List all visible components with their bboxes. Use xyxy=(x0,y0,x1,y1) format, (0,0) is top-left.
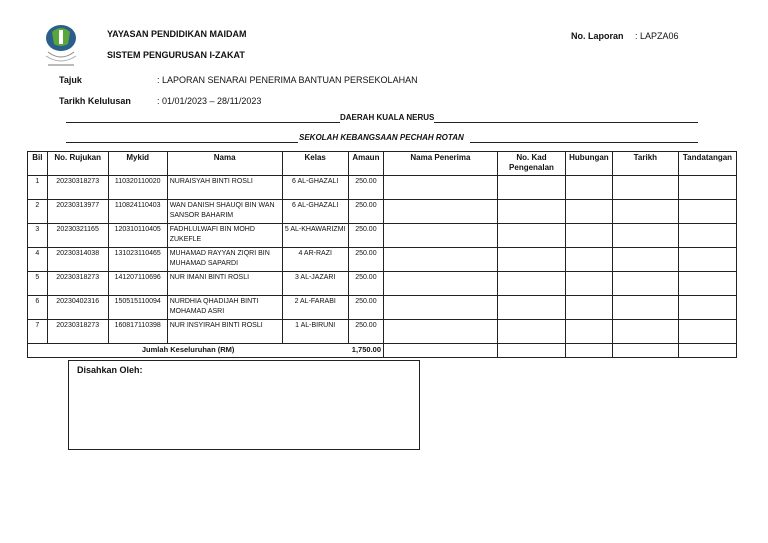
date-value: : 01/01/2023 – 28/11/2023 xyxy=(157,96,262,106)
title-label: Tajuk xyxy=(59,75,82,85)
cell-date xyxy=(612,296,678,320)
col-signature: Tandatangan xyxy=(678,152,736,176)
cell-kelas: 6 AL-GHAZALI xyxy=(282,176,348,200)
cell-ref: 20230314038 xyxy=(47,248,108,272)
col-ic: No. Kad Pengenalan xyxy=(497,152,565,176)
cell-relation xyxy=(566,224,613,248)
cell-amaun: 250.00 xyxy=(348,200,383,224)
cell-kelas: 3 AL-JAZARI xyxy=(282,272,348,296)
cell-relation xyxy=(566,248,613,272)
recipients-table xyxy=(27,151,737,358)
cell-relation xyxy=(566,272,613,296)
cell-bil: 4 xyxy=(28,248,48,272)
cell-recipient xyxy=(384,344,498,358)
cell-ref: 20230318273 xyxy=(47,272,108,296)
cell-kelas: 5 AL-KHAWARIZMI xyxy=(282,224,348,248)
cell-signature xyxy=(678,320,736,344)
cell-amaun: 250.00 xyxy=(348,176,383,200)
cell-ref: 20230318273 xyxy=(47,176,108,200)
table-row xyxy=(28,248,737,272)
table-row xyxy=(28,224,737,248)
cell-date xyxy=(612,272,678,296)
cell-recipient xyxy=(384,320,498,344)
cell-date xyxy=(612,248,678,272)
col-relation: Hubungan xyxy=(566,152,613,176)
date-label: Tarikh Kelulusan xyxy=(59,96,131,106)
cell-relation xyxy=(566,320,613,344)
cell-amaun: 250.00 xyxy=(348,320,383,344)
cell-recipient xyxy=(384,248,498,272)
cell-bil: 2 xyxy=(28,200,48,224)
cell-date xyxy=(612,224,678,248)
col-amaun: Amaun xyxy=(348,152,383,176)
cell-ic xyxy=(497,176,565,200)
cell-name: WAN DANISH SHAUQI BIN WAN SANSOR BAHARIM xyxy=(167,200,282,224)
cell-ic xyxy=(497,272,565,296)
cell-relation xyxy=(566,296,613,320)
cell-ic xyxy=(497,320,565,344)
total-row xyxy=(28,344,737,358)
cell-signature xyxy=(678,224,736,248)
cell-mykid: 160817110398 xyxy=(108,320,167,344)
cell-date xyxy=(612,176,678,200)
cell-ref: 20230402316 xyxy=(47,296,108,320)
cell-signature xyxy=(678,176,736,200)
col-kelas: Kelas xyxy=(282,152,348,176)
table-row xyxy=(28,176,737,200)
cell-mykid: 110320110020 xyxy=(108,176,167,200)
col-date: Tarikh xyxy=(612,152,678,176)
cell-date xyxy=(612,200,678,224)
cell-mykid: 150515110094 xyxy=(108,296,167,320)
cell-date xyxy=(612,344,678,358)
total-value: 1,750.00 xyxy=(348,344,383,358)
col-recipient: Nama Penerima xyxy=(384,152,498,176)
cell-bil: 5 xyxy=(28,272,48,296)
table-header-row xyxy=(28,152,737,176)
table-row xyxy=(28,200,737,224)
cell-mykid: 141207110696 xyxy=(108,272,167,296)
school-line-left xyxy=(66,142,298,143)
report-no-label: No. Laporan xyxy=(571,31,624,41)
cell-name: NURAISYAH BINTI ROSLI xyxy=(167,176,282,200)
col-bil: Bil xyxy=(28,152,48,176)
cell-kelas: 6 AL-GHAZALI xyxy=(282,200,348,224)
cell-ic xyxy=(497,224,565,248)
approval-label: Disahkan Oleh: xyxy=(77,365,143,375)
cell-amaun: 250.00 xyxy=(348,248,383,272)
cell-ic xyxy=(497,200,565,224)
cell-bil: 7 xyxy=(28,320,48,344)
cell-bil: 3 xyxy=(28,224,48,248)
cell-ref: 20230313977 xyxy=(47,200,108,224)
system-name: SISTEM PENGURUSAN I-ZAKAT xyxy=(107,50,245,60)
cell-signature xyxy=(678,344,736,358)
district-name: DAERAH KUALA NERUS xyxy=(340,113,435,122)
total-label: Jumlah Keseluruhan (RM) xyxy=(28,344,349,358)
cell-name: MUHAMAD RAYYAN ZIQRI BIN MUHAMAD SAPARDI xyxy=(167,248,282,272)
cell-amaun: 250.00 xyxy=(348,224,383,248)
cell-relation xyxy=(566,176,613,200)
cell-recipient xyxy=(384,296,498,320)
cell-recipient xyxy=(384,176,498,200)
cell-name: FADHLULWAFI BIN MOHD ZUKEFLE xyxy=(167,224,282,248)
cell-mykid: 131023110465 xyxy=(108,248,167,272)
district-line-left xyxy=(66,122,340,123)
cell-ic xyxy=(497,248,565,272)
cell-bil: 1 xyxy=(28,176,48,200)
table-row xyxy=(28,272,737,296)
district-line-right xyxy=(434,122,698,123)
cell-signature xyxy=(678,248,736,272)
cell-name: NURDHIA QHADIJAH BINTI MOHAMAD ASRI xyxy=(167,296,282,320)
cell-ref: 20230318273 xyxy=(47,320,108,344)
table-row xyxy=(28,320,737,344)
report-no-value: : LAPZA06 xyxy=(635,31,679,41)
cell-signature xyxy=(678,200,736,224)
col-mykid: Mykid xyxy=(108,152,167,176)
cell-kelas: 1 AL-BIRUNI xyxy=(282,320,348,344)
cell-recipient xyxy=(384,272,498,296)
col-ref: No. Rujukan xyxy=(47,152,108,176)
table-row xyxy=(28,296,737,320)
title-value: : LAPORAN SENARAI PENERIMA BANTUAN PERSEKOLAHAN xyxy=(157,75,418,85)
cell-relation xyxy=(566,344,613,358)
cell-name: NUR INSYIRAH BINTI ROSLI xyxy=(167,320,282,344)
cell-amaun: 250.00 xyxy=(348,296,383,320)
cell-recipient xyxy=(384,200,498,224)
cell-name: NUR IMANI BINTI ROSLI xyxy=(167,272,282,296)
cell-signature xyxy=(678,296,736,320)
cell-mykid: 120310110405 xyxy=(108,224,167,248)
cell-kelas: 2 AL-FARABI xyxy=(282,296,348,320)
cell-amaun: 250.00 xyxy=(348,272,383,296)
cell-mykid: 110824110403 xyxy=(108,200,167,224)
col-name: Nama xyxy=(167,152,282,176)
cell-ic xyxy=(497,344,565,358)
cell-kelas: 4 AR-RAZI xyxy=(282,248,348,272)
org-name: YAYASAN PENDIDIKAN MAIDAM xyxy=(107,29,247,39)
school-name: SEKOLAH KEBANGSAAN PECHAH ROTAN xyxy=(299,133,464,142)
cell-relation xyxy=(566,200,613,224)
cell-ic xyxy=(497,296,565,320)
yayasan-logo xyxy=(40,22,82,70)
cell-ref: 20230321165 xyxy=(47,224,108,248)
cell-signature xyxy=(678,272,736,296)
cell-recipient xyxy=(384,224,498,248)
approval-box xyxy=(68,360,420,450)
cell-date xyxy=(612,320,678,344)
cell-bil: 6 xyxy=(28,296,48,320)
school-line-right xyxy=(470,142,698,143)
